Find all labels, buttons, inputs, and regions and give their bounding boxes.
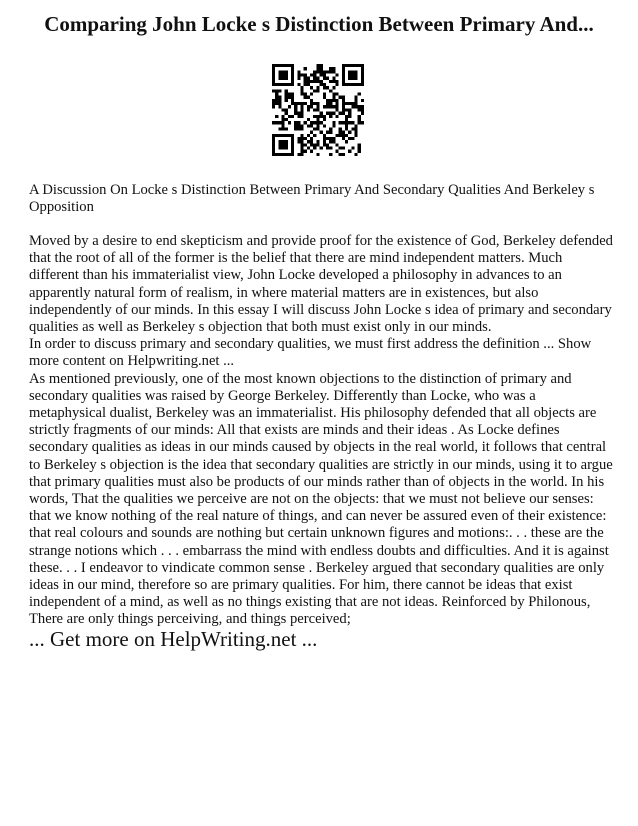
page-title: Comparing John Locke s Distinction Between Primary And... <box>44 12 594 36</box>
paragraph-intro: Moved by a desire to end skepticism and provide proof for the existence of God, Berkeley defended that the root of all of the former is the belief that there are mind independent matters. Much different than his immaterialist view, John Locke developed a philosophy in advances to an apparently natural form of realism, in where material matters are in existences, but also independently of our minds. In this essay I will discuss John Locke s idea of primary and secondary qualities as well as Berkeley s objection that both must exist only in our minds. <box>29 233 613 336</box>
paragraph-objection: As mentioned previously, one of the most known objections to the distinction of primary and secondary qualities was raised by George Berkeley. Differently than Locke, who was a metaphysical dualist, Berkeley was an immaterialist. His philosophy defended that all objects are strictly fragments of our minds: All that exists are minds and their ideas . As Locke defines secondary qualities as ideas in our minds caused by objects in the real world, it follows that central to Berkeley s objection is the idea that secondary qualities are strictly in our minds, using it to argue that primary qualities must also be products of our minds rather than of objects in the world. In his words, That the qualities we perceive are not on the objects: that we must not believe our senses: that we know nothing of the real nature of things, and can never be assured even of their existence: that real colours and sounds are nothing but certain unknown figures and motions:. . . these are the strange notions which . . . embarrass the mind with endless doubts and difficulties. And it is against these. . . I endeavor to vindicate common sense . Berkeley argued that secondary qualities are only ideas in our mind, therefore so are primary qualities. For him, there cannot be ideas that exist independent of a mind, as well as no things existing that are not ideas. Reinforced by Philonous, There are only things perceiving, and things perceived; <box>29 370 613 628</box>
subheading: A Discussion On Locke s Distinction Between Primary And Secondary Qualities And Berkeley s Opposition <box>29 182 595 216</box>
paragraph-show-more: In order to discuss primary and secondary qualities, we must first address the definition ... Show more content on Helpwriting.net ... <box>29 336 592 370</box>
article-body <box>29 233 614 629</box>
qr-code-icon <box>272 64 364 156</box>
get-more-link[interactable]: ... Get more on HelpWriting.net ... <box>29 627 318 651</box>
